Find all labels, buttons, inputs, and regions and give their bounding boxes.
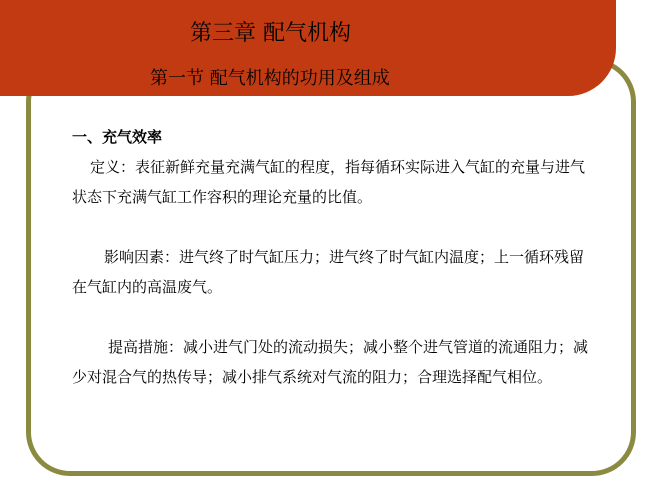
factors-paragraph: 影响因素：进气终了时气缸压力；进气终了时气缸内温度；上一循环残留在气缸内的高温废气。	[72, 248, 585, 296]
section-heading: 一、充气效率	[72, 128, 163, 146]
slide-content	[72, 122, 588, 392]
spacer	[72, 302, 588, 332]
measures-paragraph: 提高措施：减小进气门处的流动损失；减小整个进气管道的流通阻力；减少对混合气的热传导；减小排气系统对气流的阻力；合理选择配气相位。	[72, 338, 589, 386]
definition-paragraph: 定义：表征新鲜充量充满气缸的程度，指每循环实际进入气缸的充量与进气状态下充满气缸工作容积的理论充量的比值。	[72, 158, 586, 206]
chapter-title: 第三章 配气机构	[190, 21, 351, 46]
spacer	[72, 212, 588, 242]
section-title: 第一节 配气机构的功用及组成	[150, 68, 390, 89]
title-banner	[0, 0, 616, 96]
